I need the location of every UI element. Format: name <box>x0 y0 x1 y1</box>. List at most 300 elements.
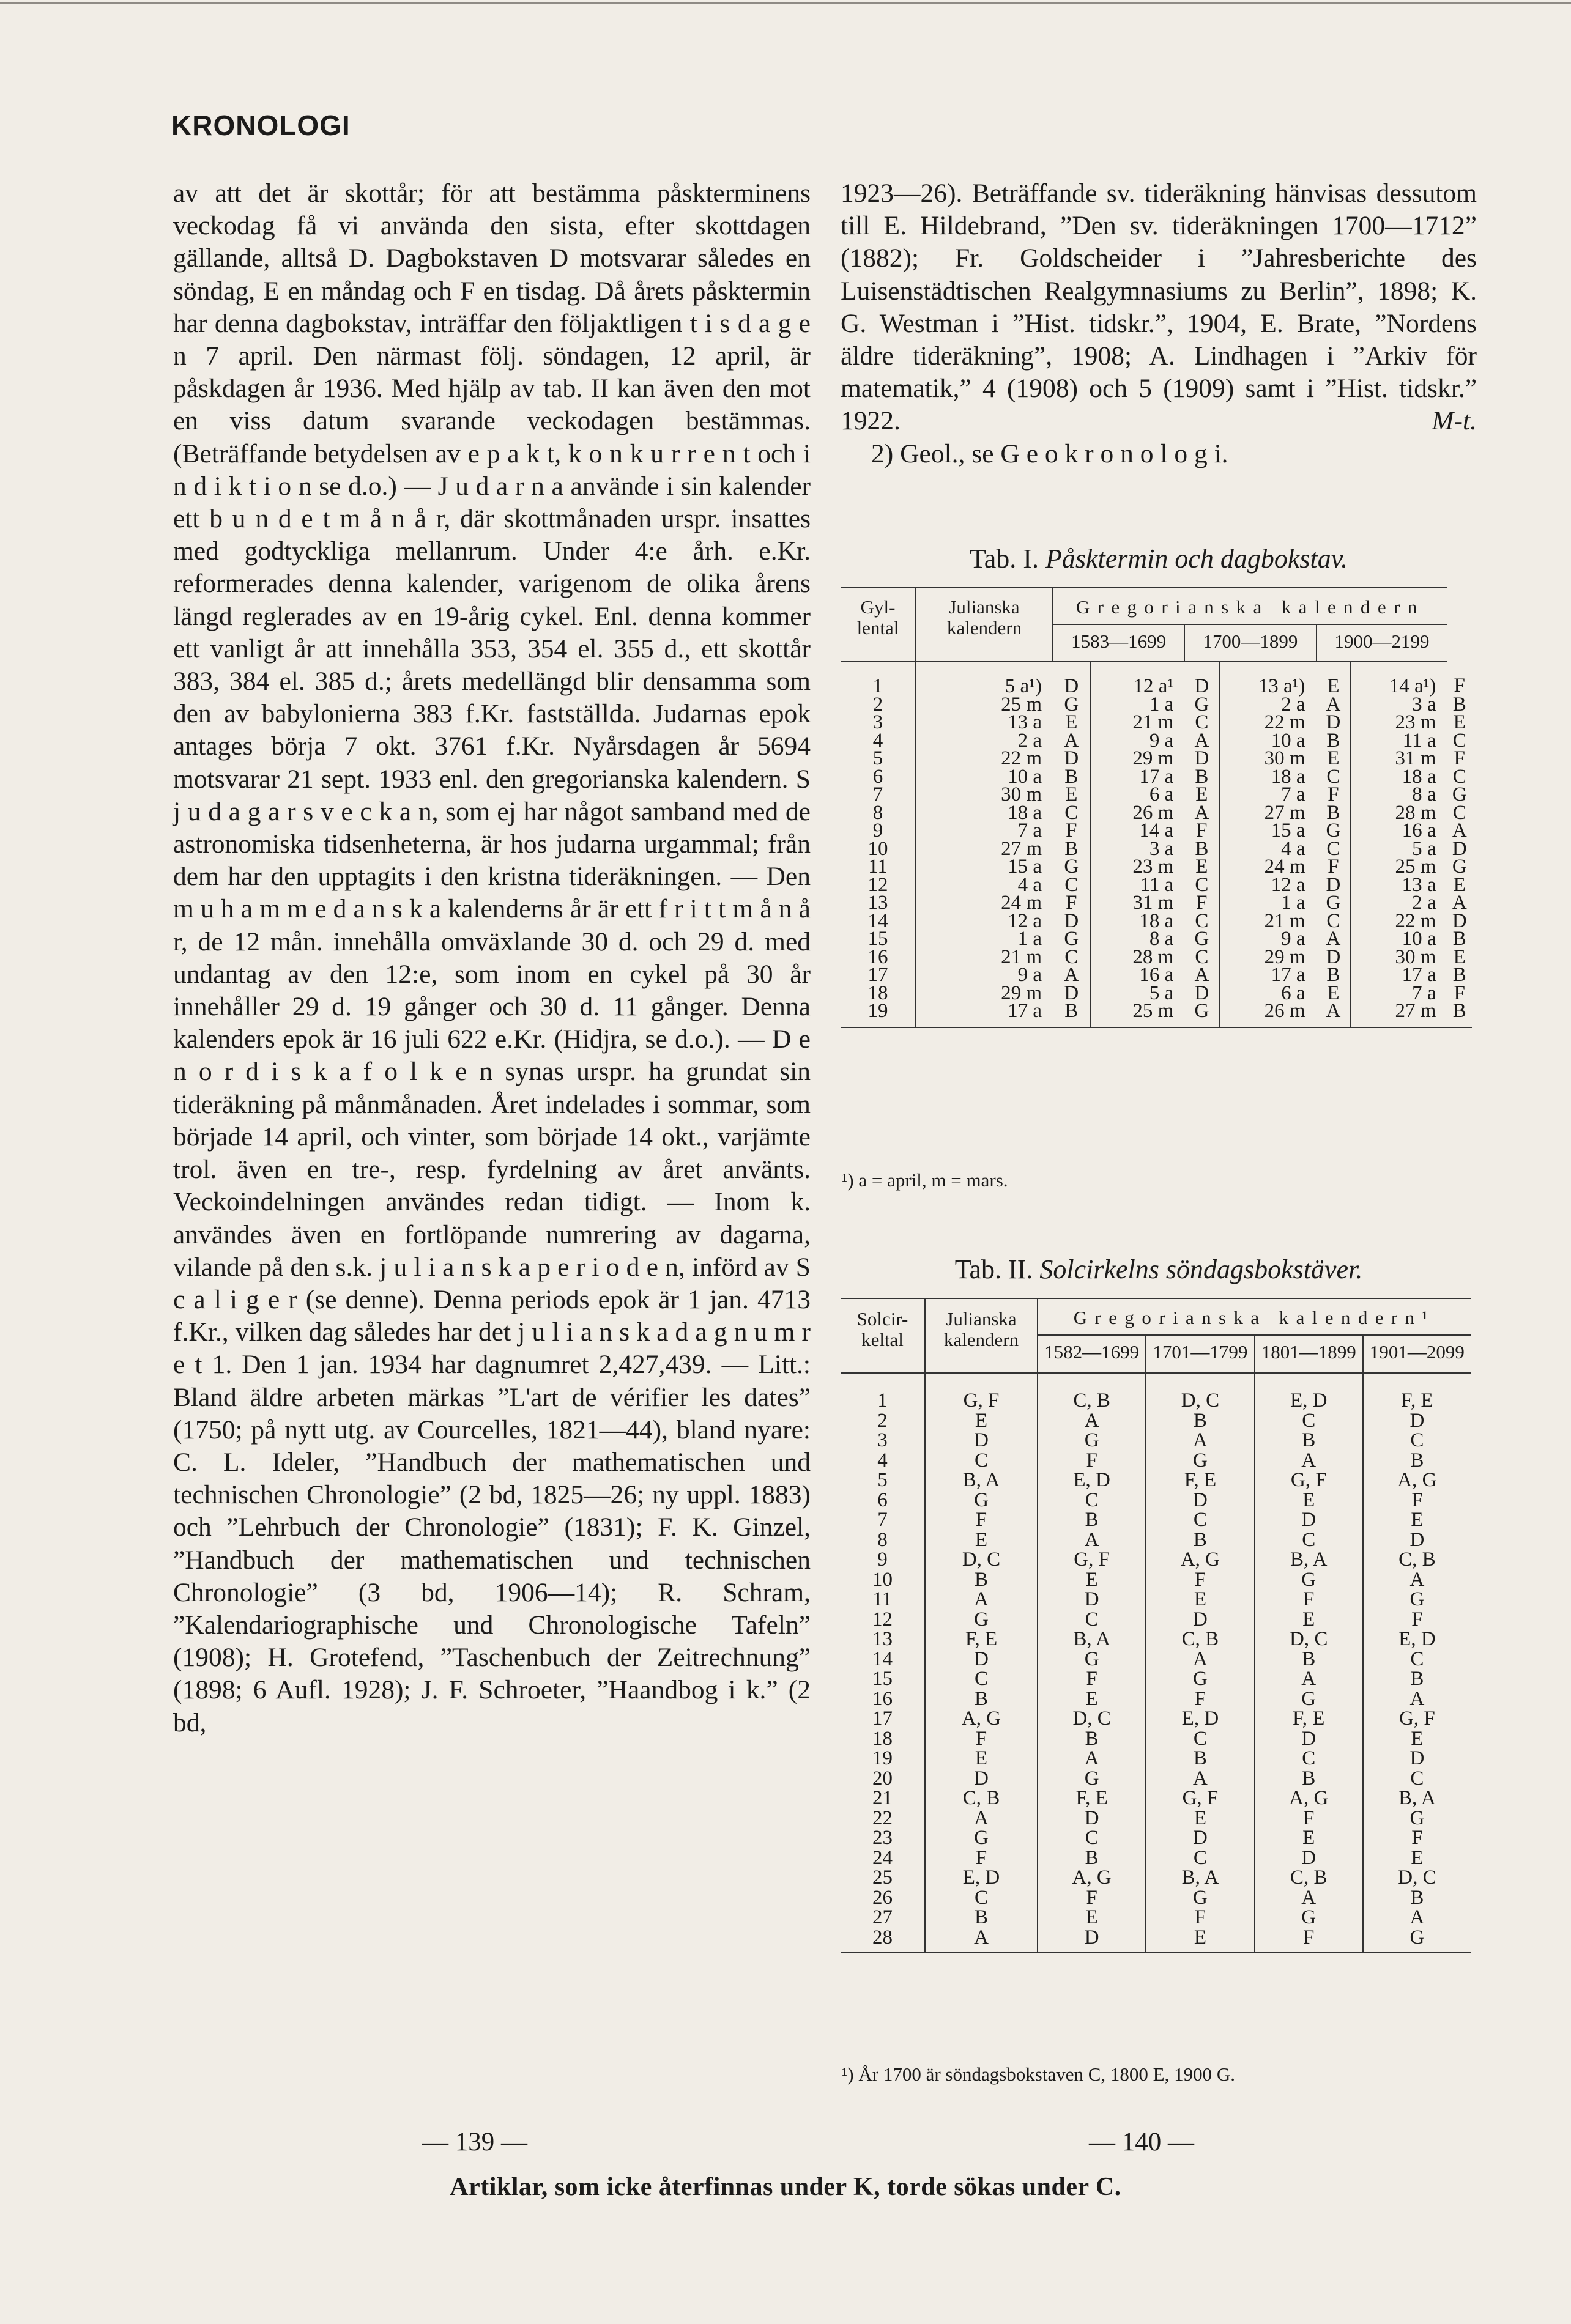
bottom-note: Artiklar, som icke återfinnas under K, torde sökas under C. <box>450 2173 1121 2201</box>
table2-solcirkel-cell: 24 <box>841 1848 925 1868</box>
table2-cell: F, E <box>1255 1709 1363 1729</box>
table1-gyllental-cell: 1 <box>841 661 916 696</box>
table2-row <box>841 1769 1471 1789</box>
table2-row <box>841 1928 1471 1953</box>
table1-cell: 29 m <box>1132 747 1174 769</box>
table2-row <box>841 1709 1471 1729</box>
table1-gyllental-cell: 17 <box>841 966 916 985</box>
table2-solcirkel-cell: 22 <box>841 1808 925 1829</box>
table2-solcirkel-cell: 4 <box>841 1451 925 1471</box>
table2-cell: A <box>1255 1451 1363 1471</box>
table1-cell: A <box>1053 966 1091 985</box>
left-column-text: av att det är skottår; för att bestämma påskterminens veckodag få vi använda den sista, efter skottdagen gällande, alltså D. Dagbokstaven D motsvarar således en söndag, E en måndag och F en tisdag. Då årets påsktermin har denna dagbokstav, inträffar den följaktligen t i s d a g e n 7 april. Den närmast följ. söndagen, 12 april, är påskdagen år 1936. Med hjälp av tab. II kan även den mot en viss datum svarande veckodagen bestämmas. (Beträffande betydelsen av e p a k t, k o n k u r r e n t och i n d i k t i o n se d.o.) — J u d a r n a använde i sin kalender ett b u n d e t m å n å r, där skottmånaden urspr. insattes med godtyckliga mellanrum. Under 4:e årh. e.Kr. reformerades denna kalender, varigenom de olika årens längd reglerades av en 19-årig cykel. Enl. denna kommer ett vanligt år att innehålla 353, 354 el. 355 d., ett skottår 383, 384 el. 385 d.; årets medellängd blir densamma som den av babylonierna 383 f.Kr. fastställda. Judarnas epok antages börja 7 okt. 3761 f.Kr. Nyårsdagen år 5694 motsvarar 21 sept. 1933 enl. den gregorianska kalendern. S j u d a g a r s v e c k a n, som ej har något samband med de astronomiska tidsenheterna, är hos judarna urgammal; från dem har den upptagits i den kristna tideräkningen. — Den m u h a m m e d a n s k a kalenderns år är ett f r i t t m å n å r, de 12 mån. innehålla omväxlande 30 d. och 29 d. med undantag av den 12:e, som inom en cykel på 30 år innehåller 29 d. 19 gånger och 30 d. 11 gånger. Denna kalenders epok är 16 juli 622 e.Kr. (Hidjra, se d.o.). — D e n o r d i s k a f o l k e n synas urspr. ha grundat sin tideräkning på månmånaden. Året indelades i sommar, som började 14 april, och vinter, som började 14 okt., varjämte trol. även en tre-, resp. fyrdelning av året använts. Veckoindelningen användes redan tidigt. — Inom k. användes även en fortlöpande numrering av dagarna, vilande på den s.k. j u l i a n s k a p e r i o d e n, införd av S c a l i g e r (se denne). Denna periods epok är 1 jan. 4713 f.Kr., vilken dag således har det j u l i a n s k a d a g n u m r e t 1. Den 1 jan. 1934 har dagnumret 2,427,439. — Litt.: Bland äldre arbeten märkas ”L'art de vérifier les dates” (1750; på nytt utg. av Courcelles, 1821—44), bland nyare: C. L. Ideler, ”Handbuch der mathematischen und technischen Chronologie” (2 bd, 1825—26; ny uppl. 1883) och ”Lehrbuch der Chronologie” (1831); F. K. Ginzel, ”Handbuch der mathematischen und technischen Chronologie” (3 bd, 1906—14); R. Schram, ”Kalendariographische und Chronologische Tafeln” (1908); H. Grotefend, ”Taschenbuch der Zeitrechnung” (1898; 6 Aufl. 1928); J. F. Schroeter, ”Haandbog i k.” (2 bd, <box>173 179 811 1737</box>
table1-cell: 8 a <box>1149 928 1174 950</box>
table2-cell: B <box>1410 1668 1424 1690</box>
table1-cell: 10 a <box>1271 729 1305 752</box>
table1-caption-title: Påsktermin och dagbokstav. <box>1045 544 1348 574</box>
table2-cell: G <box>1409 1588 1425 1610</box>
table2-cell: A <box>1038 1530 1146 1550</box>
table1-cell: 4 a <box>1017 873 1042 896</box>
table2-cell: G <box>1146 1888 1254 1908</box>
table1-gyllental-cell: 2 <box>841 696 916 714</box>
table2-solcirkel-cell: 27 <box>841 1908 925 1928</box>
table1-cell: G <box>1053 858 1091 876</box>
table2-cell: C <box>1410 1429 1424 1451</box>
table2-cell: G, F <box>1146 1788 1254 1808</box>
table2-solcirkel-cell: 13 <box>841 1629 925 1649</box>
table1-cell: 24 m <box>1264 856 1305 878</box>
table1-cell: 6 a <box>1281 982 1305 1004</box>
table1-cell: A <box>1184 732 1219 750</box>
table1-cell: 21 m <box>1132 711 1174 733</box>
table2-cell: C <box>925 1669 1038 1689</box>
table2-row <box>841 1629 1471 1649</box>
table1-cell: 13 a¹) <box>1258 675 1305 697</box>
table2-row <box>841 1570 1471 1590</box>
table2-caption-title: Solcirkelns söndagsbokstäver. <box>1039 1254 1363 1284</box>
table2-solcirkel-cell: 8 <box>841 1530 925 1550</box>
table1-cell: 10 a <box>1008 765 1042 788</box>
table1-cell: C <box>1053 804 1091 823</box>
table2-solcirkel-cell: 14 <box>841 1649 925 1670</box>
table1-caption <box>841 543 1477 574</box>
table2-cell: F <box>925 1848 1038 1868</box>
table2-cell: A <box>1255 1669 1363 1689</box>
table2-cell: B <box>1146 1530 1254 1550</box>
table1-cell: D <box>1317 949 1351 967</box>
table2-row <box>841 1848 1471 1868</box>
table1-cell: D <box>1053 750 1091 768</box>
table2-cell: G <box>925 1610 1038 1630</box>
table1-cell: 21 m <box>1001 946 1042 968</box>
table1-period: 1583—1699 <box>1053 624 1184 661</box>
table2-cell: D, C <box>925 1550 1038 1570</box>
table2-solcirkel-cell: 18 <box>841 1729 925 1749</box>
table1-gyllental-cell: 6 <box>841 768 916 786</box>
table1-cell: 5 a <box>1412 837 1436 860</box>
table1-gyllental-cell: 12 <box>841 876 916 895</box>
table2-cell: B <box>1255 1430 1363 1451</box>
table2-cell: A <box>925 1808 1038 1829</box>
table1-cell: A <box>1184 804 1219 823</box>
table2-cell: B <box>1038 1510 1146 1530</box>
table1-cell: B <box>1053 768 1091 786</box>
table2-solcirkel-cell: 2 <box>841 1411 925 1431</box>
table1-cell: 11 a <box>1140 873 1174 896</box>
table2-cell: F <box>925 1729 1038 1749</box>
table2-cell: E <box>1255 1490 1363 1511</box>
table1-cell: E <box>1317 750 1351 768</box>
table1-cell: 30 m <box>1395 946 1436 968</box>
table2-cell: D <box>1146 1490 1254 1511</box>
table1-cell: 11 a <box>1402 729 1436 752</box>
table2-cell: G <box>1409 1807 1425 1829</box>
table2-cell: C <box>1146 1729 1254 1749</box>
table2-cell: C, B <box>1038 1373 1146 1411</box>
table1-cell: F <box>1053 822 1091 840</box>
table1-cell: C <box>1184 714 1219 732</box>
table2-cell: C <box>1146 1510 1254 1530</box>
table2-cell: A <box>925 1928 1038 1953</box>
table2-cell: C, B <box>1398 1549 1436 1571</box>
table1-cell: 2 a <box>1017 729 1042 752</box>
table1-caption-prefix: Tab. I. <box>969 544 1039 574</box>
table1-cell: D <box>1053 985 1091 1003</box>
table2-cell: D <box>1409 1747 1425 1769</box>
page-number-right: — 140 — <box>1089 2128 1194 2156</box>
table1-cell: D <box>1053 661 1091 696</box>
table2-cell: D <box>1038 1808 1146 1829</box>
table2-cell: E <box>1255 1828 1363 1848</box>
table1-cell: E <box>1184 858 1219 876</box>
table1-cell: 26 m <box>1132 801 1174 824</box>
table1-cell: G <box>1184 696 1219 714</box>
table2-cell: G <box>1363 1928 1471 1953</box>
table1-cell: F <box>1184 822 1219 840</box>
table2-row <box>841 1470 1471 1490</box>
table2-header-gregoriansk: Gregorianska kalendern¹ <box>1038 1298 1471 1335</box>
table1-cell: F <box>1317 786 1351 804</box>
table2-cell: A <box>1146 1430 1254 1451</box>
table2-cell: B <box>925 1908 1038 1928</box>
table1-cell: 7 a <box>1412 982 1436 1004</box>
table2-cell: B <box>1410 1886 1424 1909</box>
table2-cell: A, G <box>1146 1550 1254 1570</box>
table1-cell: E <box>1317 661 1351 696</box>
entry-geol: 2) Geol., se G e o k r o n o l o g i. <box>871 439 1228 468</box>
table1-cell: 15 a <box>1271 820 1305 842</box>
table1-cell: B <box>1317 966 1351 985</box>
table1-cell: B <box>1053 840 1091 859</box>
table2-cell: F <box>1255 1589 1363 1610</box>
table1-cell: C <box>1053 949 1091 967</box>
table1-cell: D <box>1452 837 1467 860</box>
table1-cell: 18 a <box>1008 801 1042 824</box>
table1-cell: C <box>1317 912 1351 931</box>
table2-row <box>841 1649 1471 1670</box>
table1-cell: G <box>1184 1002 1219 1027</box>
table1-cell: C <box>1452 765 1466 788</box>
table1-cell: 27 m <box>1351 1002 1447 1027</box>
table1-cell: E <box>1453 946 1466 968</box>
table2-cell: D <box>1255 1510 1363 1530</box>
table2-cell: D <box>925 1649 1038 1670</box>
table2-cell: D <box>1409 1528 1425 1551</box>
table2-period: 1801—1899 <box>1255 1335 1363 1373</box>
table2-cell: A <box>1038 1749 1146 1769</box>
table2-cell: G <box>1038 1649 1146 1670</box>
table1-gyllental-cell: 3 <box>841 714 916 732</box>
table2-cell: G <box>1146 1669 1254 1689</box>
table1-cell: 17 a <box>916 1002 1053 1027</box>
table2-cell: B, A <box>1146 1868 1254 1888</box>
table2-cell: G <box>1255 1570 1363 1590</box>
table2-cell: F <box>1255 1808 1363 1829</box>
table2-cell: G <box>925 1828 1038 1848</box>
table2-solcirkel-cell: 26 <box>841 1888 925 1908</box>
table2-cell: D <box>925 1430 1038 1451</box>
table2-cell: G, F <box>925 1373 1038 1411</box>
table2-cell: A, G <box>1038 1868 1146 1888</box>
table2-cell: F <box>1411 1608 1423 1630</box>
table1-cell: C <box>1452 729 1466 752</box>
table1-cell: D <box>1184 750 1219 768</box>
table1-cell: 13 a <box>1402 873 1436 896</box>
table1-gyllental-cell: 5 <box>841 750 916 768</box>
table1-cell: 4 a <box>1281 837 1305 860</box>
table2-cell: F <box>1146 1570 1254 1590</box>
table1-cell: A <box>1317 930 1351 949</box>
table2-solcirkel-cell: 16 <box>841 1689 925 1709</box>
table2 <box>841 1298 1471 1953</box>
table1-cell: F <box>1184 894 1219 912</box>
table1-cell: 16 a <box>1139 964 1174 986</box>
table1-cell: G <box>1053 696 1091 714</box>
table1-cell: 22 m <box>1264 711 1305 733</box>
table2-cell: C <box>1038 1490 1146 1511</box>
table1-cell: 17 a <box>1402 964 1436 986</box>
table2-cell: E <box>1411 1509 1424 1531</box>
table1-header-gyllental: Gyl- lental <box>841 588 916 661</box>
table2-header-juliansk: Julianska kalendern <box>925 1298 1038 1373</box>
table2-cell: F <box>1038 1669 1146 1689</box>
table2-row <box>841 1868 1471 1888</box>
table1-cell: 30 m <box>1001 783 1042 805</box>
table1-cell: E <box>1053 714 1091 732</box>
table2-cell: C <box>1038 1828 1146 1848</box>
page-number-left: — 139 — <box>422 2128 527 2156</box>
table1-cell: 24 m <box>1001 892 1042 914</box>
table2-cell: G <box>925 1490 1038 1511</box>
table2-cell: A, G <box>925 1709 1038 1729</box>
table1-gyllental-cell: 16 <box>841 949 916 967</box>
table1-cell: D <box>1317 714 1351 732</box>
table1-cell: A <box>1452 820 1467 842</box>
left-column <box>173 177 811 1739</box>
table1-cell: B <box>1452 964 1466 986</box>
table2-row <box>841 1749 1471 1769</box>
table1-cell: C <box>1184 949 1219 967</box>
table1-cell: 9 a <box>1017 964 1042 986</box>
table2-cell: E <box>1038 1689 1146 1709</box>
table1-cell: A <box>1184 966 1219 985</box>
table1-cell: 28 m <box>1132 946 1174 968</box>
table1-cell: 27 m <box>1001 837 1042 860</box>
table2-solcirkel-cell: 7 <box>841 1510 925 1530</box>
table1-cell: G <box>1452 783 1467 805</box>
table1-cell: C <box>1317 768 1351 786</box>
table1-cell: 3 a <box>1149 837 1174 860</box>
table2-cell: C <box>1410 1767 1424 1789</box>
table1-cell: 29 m <box>1264 946 1305 968</box>
table2-cell: E <box>1038 1908 1146 1928</box>
table2-cell: A <box>1409 1687 1425 1710</box>
table1-cell: 8 a <box>1412 783 1436 805</box>
table2-caption <box>841 1254 1477 1285</box>
table2-cell: A <box>1255 1888 1363 1908</box>
table1-cell: D <box>1053 912 1091 931</box>
table2-cell: E, D <box>1398 1628 1436 1650</box>
table1-cell: 21 m <box>1264 909 1305 932</box>
table2-solcirkel-cell: 9 <box>841 1550 925 1570</box>
table1-cell: 9 a <box>1281 928 1305 950</box>
table2-cell: E, D <box>1038 1470 1146 1490</box>
table1-cell: 25 m <box>1001 693 1042 716</box>
table1-cell: 26 m <box>1219 1002 1316 1027</box>
right-column-paragraph <box>841 177 1477 438</box>
table2-cell: C, B <box>925 1788 1038 1808</box>
table2-cell: E, D <box>1255 1373 1363 1411</box>
table2-cell: D <box>1255 1848 1363 1868</box>
table2-cell: B, A <box>1038 1629 1146 1649</box>
table1-cell: 27 m <box>1264 801 1305 824</box>
table1-cell: 23 m <box>1395 711 1436 733</box>
table2-row <box>841 1589 1471 1610</box>
table2-solcirkel-cell: 11 <box>841 1589 925 1610</box>
top-rule <box>0 2 1571 4</box>
table2-solcirkel-cell: 19 <box>841 1749 925 1769</box>
table2-row <box>841 1888 1471 1908</box>
table1-cell: F <box>1454 675 1465 697</box>
table2-cell: B, A <box>1398 1787 1436 1809</box>
table1-cell: D <box>1452 909 1467 932</box>
table2-cell: D <box>925 1769 1038 1789</box>
table2-cell: D <box>1409 1409 1425 1432</box>
table2-solcirkel-cell: 20 <box>841 1769 925 1789</box>
table2-row <box>841 1669 1471 1689</box>
table2-cell: E <box>925 1530 1038 1550</box>
table1-cell: 22 m <box>1001 747 1042 769</box>
table1-cell: 25 m <box>1395 856 1436 878</box>
table1-cell: 5 a <box>1149 982 1174 1004</box>
table2-solcirkel-cell: 12 <box>841 1610 925 1630</box>
table2-solcirkel-cell: 6 <box>841 1490 925 1511</box>
table1-gyllental-cell: 9 <box>841 822 916 840</box>
table2-cell: B <box>1038 1848 1146 1868</box>
table1-cell: 6 a <box>1149 783 1174 805</box>
table2-cell: C <box>1146 1848 1254 1868</box>
table2-cell: E <box>925 1749 1038 1769</box>
table2-cell: D <box>1146 1828 1254 1848</box>
table2-cell: D, C <box>1038 1709 1146 1729</box>
table2-cell: E <box>1146 1928 1254 1953</box>
table1-cell: 17 a <box>1139 765 1174 788</box>
table2-cell: A <box>1409 1568 1425 1591</box>
table2-cell: B <box>1410 1449 1424 1471</box>
table1-gyllental-cell: 8 <box>841 804 916 823</box>
table1-cell: C <box>1053 876 1091 895</box>
table2-cell: A <box>1409 1906 1425 1928</box>
table1-cell: E <box>1184 786 1219 804</box>
table1-gyllental-cell: 18 <box>841 985 916 1003</box>
table2-cell: B <box>1146 1411 1254 1431</box>
table2-row <box>841 1490 1471 1511</box>
table1-cell: 18 a <box>1271 765 1305 788</box>
table2-row <box>841 1530 1471 1550</box>
table2-cell: C, B <box>1255 1868 1363 1888</box>
table1-cell: 1 a <box>1149 693 1174 716</box>
table2-cell: E <box>1146 1808 1254 1829</box>
table2-cell: D, C <box>1398 1867 1436 1889</box>
table1-cell: F <box>1454 982 1465 1004</box>
table2-row <box>841 1411 1471 1431</box>
table1-cell: 31 m <box>1132 892 1174 914</box>
table1-cell: 7 a <box>1017 820 1042 842</box>
table2-cell: F <box>1146 1908 1254 1928</box>
table2-cell: E <box>1146 1589 1254 1610</box>
table1-cell: 25 m <box>1091 1002 1185 1027</box>
table2-row <box>841 1689 1471 1709</box>
table1-cell: A <box>1317 696 1351 714</box>
table2-cell: B <box>1255 1769 1363 1789</box>
table2-solcirkel-cell: 21 <box>841 1788 925 1808</box>
table1-cell: D <box>1317 876 1351 895</box>
table2-solcirkel-cell: 25 <box>841 1868 925 1888</box>
table2-cell: D, C <box>1255 1629 1363 1649</box>
table2-cell: B <box>1146 1749 1254 1769</box>
table1-cell: C <box>1184 912 1219 931</box>
table1-cell: G <box>1317 894 1351 912</box>
table1-cell: 5 a¹) <box>1005 675 1042 697</box>
table2-solcirkel-cell: 1 <box>841 1373 925 1411</box>
table2-cell: D <box>1146 1610 1254 1630</box>
table2-row <box>841 1729 1471 1749</box>
table1-cell: A <box>1452 892 1467 914</box>
table2-cell: G <box>1255 1908 1363 1928</box>
table2-cell: A <box>1038 1411 1146 1431</box>
table1-cell: B <box>1184 768 1219 786</box>
table1-cell: G <box>1452 856 1467 878</box>
table1-gyllental-cell: 15 <box>841 930 916 949</box>
table1-cell: B <box>1447 1002 1472 1027</box>
table2-caption-prefix: Tab. II. <box>954 1254 1033 1284</box>
table2-row <box>841 1610 1471 1630</box>
table1-cell: 2 a <box>1412 892 1436 914</box>
table2-period: 1701—1799 <box>1146 1335 1254 1373</box>
table1-row <box>841 1002 1472 1027</box>
table2-cell: F <box>1411 1827 1423 1849</box>
table1-cell: 17 a <box>1271 964 1305 986</box>
table1-cell: F <box>1317 858 1351 876</box>
table2-cell: E <box>925 1411 1038 1431</box>
table2-cell: F <box>1038 1888 1146 1908</box>
table1-cell: G <box>1184 930 1219 949</box>
table2-cell: D <box>1038 1589 1146 1610</box>
table1-cell: 14 a <box>1139 820 1174 842</box>
table2-cell: B <box>1255 1649 1363 1670</box>
table2-cell: G <box>1255 1689 1363 1709</box>
table1-cell: 1 a <box>1017 928 1042 950</box>
table2-footnote: ¹) År 1700 är söndagsbokstaven C, 1800 E, 1900 G. <box>842 2063 1235 2085</box>
table1-gyllental-cell: 11 <box>841 858 916 876</box>
table1-cell: G <box>1053 930 1091 949</box>
table2-cell: F, E <box>1401 1390 1433 1412</box>
table1-cell: 23 m <box>1132 856 1174 878</box>
table2-cell: E, D <box>1146 1709 1254 1729</box>
table2-solcirkel-cell: 23 <box>841 1828 925 1848</box>
table1-cell: B <box>1053 1002 1091 1027</box>
table1-cell: 22 m <box>1395 909 1436 932</box>
table1-cell: 29 m <box>1001 982 1042 1004</box>
table2-cell: G, F <box>1399 1708 1435 1730</box>
table1-cell: F <box>1454 747 1465 769</box>
author-signature: M-t. <box>1432 406 1477 436</box>
table2-cell: B <box>925 1570 1038 1590</box>
table1-cell: 12 a <box>1271 873 1305 896</box>
table2-cell: G <box>1038 1769 1146 1789</box>
table1-row <box>841 661 1472 696</box>
table1-cell: 13 a <box>1008 711 1042 733</box>
